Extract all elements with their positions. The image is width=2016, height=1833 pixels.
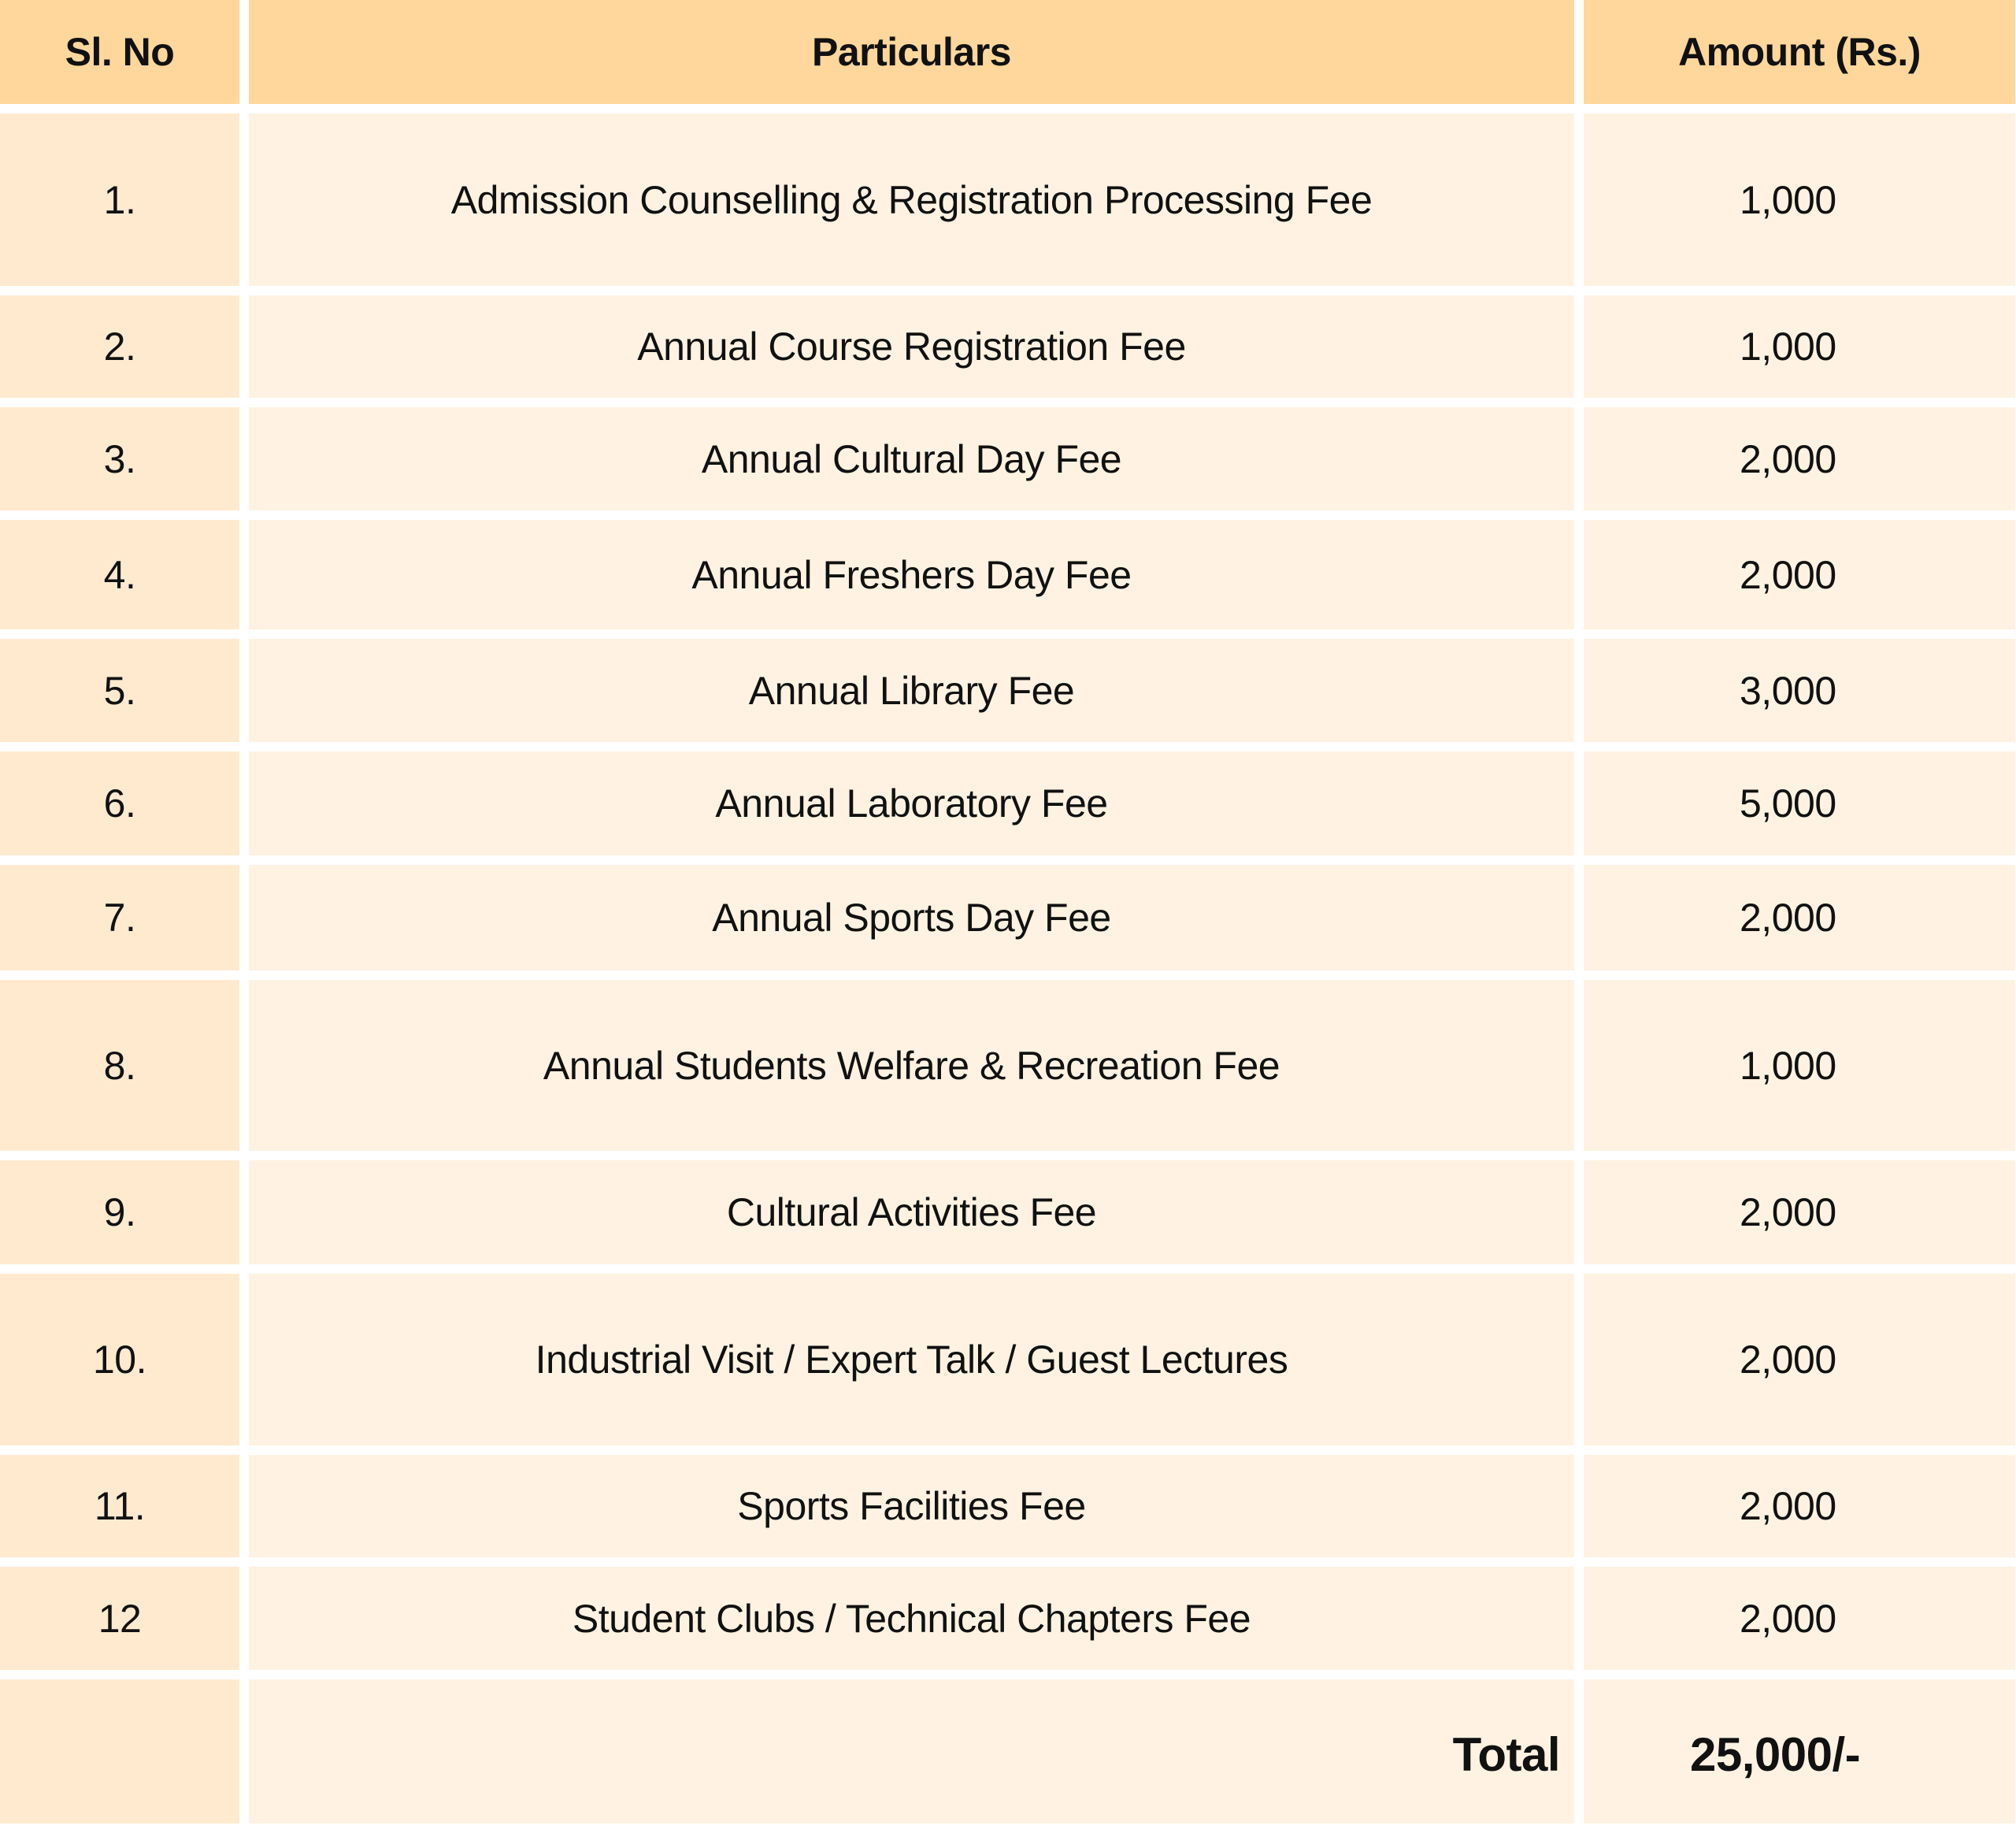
row-4-sl: 4. bbox=[0, 520, 239, 629]
total-row-sl-empty bbox=[0, 1679, 239, 1824]
row-1-amount: 1,000 bbox=[1584, 113, 2015, 286]
header-sl-no: Sl. No bbox=[0, 0, 239, 104]
row-2-particular: Annual Course Registration Fee bbox=[249, 295, 1574, 398]
header-particulars: Particulars bbox=[249, 0, 1574, 104]
row-12-sl: 12 bbox=[0, 1567, 239, 1670]
row-2-amount: 1,000 bbox=[1584, 295, 2015, 398]
row-6-amount: 5,000 bbox=[1584, 751, 2015, 855]
row-3-sl: 3. bbox=[0, 407, 239, 510]
row-1-particular: Admission Counselling & Registration Processing Fee bbox=[249, 113, 1574, 286]
row-5-particular: Annual Library Fee bbox=[249, 639, 1574, 742]
row-11-particular: Sports Facilities Fee bbox=[249, 1455, 1574, 1557]
row-8-sl: 8. bbox=[0, 980, 239, 1151]
row-11-sl: 11. bbox=[0, 1455, 239, 1557]
row-2-sl: 2. bbox=[0, 295, 239, 398]
row-8-particular: Annual Students Welfare & Recreation Fee bbox=[249, 980, 1574, 1151]
row-10-amount: 2,000 bbox=[1584, 1274, 2015, 1445]
row-12-particular: Student Clubs / Technical Chapters Fee bbox=[249, 1567, 1574, 1670]
row-6-particular: Annual Laboratory Fee bbox=[249, 751, 1574, 855]
row-4-particular: Annual Freshers Day Fee bbox=[249, 520, 1574, 629]
row-8-amount: 1,000 bbox=[1584, 980, 2015, 1151]
row-5-amount: 3,000 bbox=[1584, 639, 2015, 742]
row-11-amount: 2,000 bbox=[1584, 1455, 2015, 1557]
row-4-amount: 2,000 bbox=[1584, 520, 2015, 629]
row-6-sl: 6. bbox=[0, 751, 239, 855]
row-5-sl: 5. bbox=[0, 639, 239, 742]
row-12-amount: 2,000 bbox=[1584, 1567, 2015, 1670]
row-3-particular: Annual Cultural Day Fee bbox=[249, 407, 1574, 510]
row-3-amount: 2,000 bbox=[1584, 407, 2015, 510]
row-10-sl: 10. bbox=[0, 1274, 239, 1445]
header-amount: Amount (Rs.) bbox=[1584, 0, 2015, 104]
row-7-amount: 2,000 bbox=[1584, 865, 2015, 970]
row-10-particular: Industrial Visit / Expert Talk / Guest Lectures bbox=[249, 1274, 1574, 1445]
row-7-particular: Annual Sports Day Fee bbox=[249, 865, 1574, 970]
row-1-sl: 1. bbox=[0, 113, 239, 286]
row-9-particular: Cultural Activities Fee bbox=[249, 1160, 1574, 1264]
total-label: Total bbox=[249, 1679, 1574, 1824]
row-9-amount: 2,000 bbox=[1584, 1160, 2015, 1264]
total-value: 25,000/- bbox=[1584, 1679, 2015, 1824]
row-9-sl: 9. bbox=[0, 1160, 239, 1264]
row-7-sl: 7. bbox=[0, 865, 239, 970]
